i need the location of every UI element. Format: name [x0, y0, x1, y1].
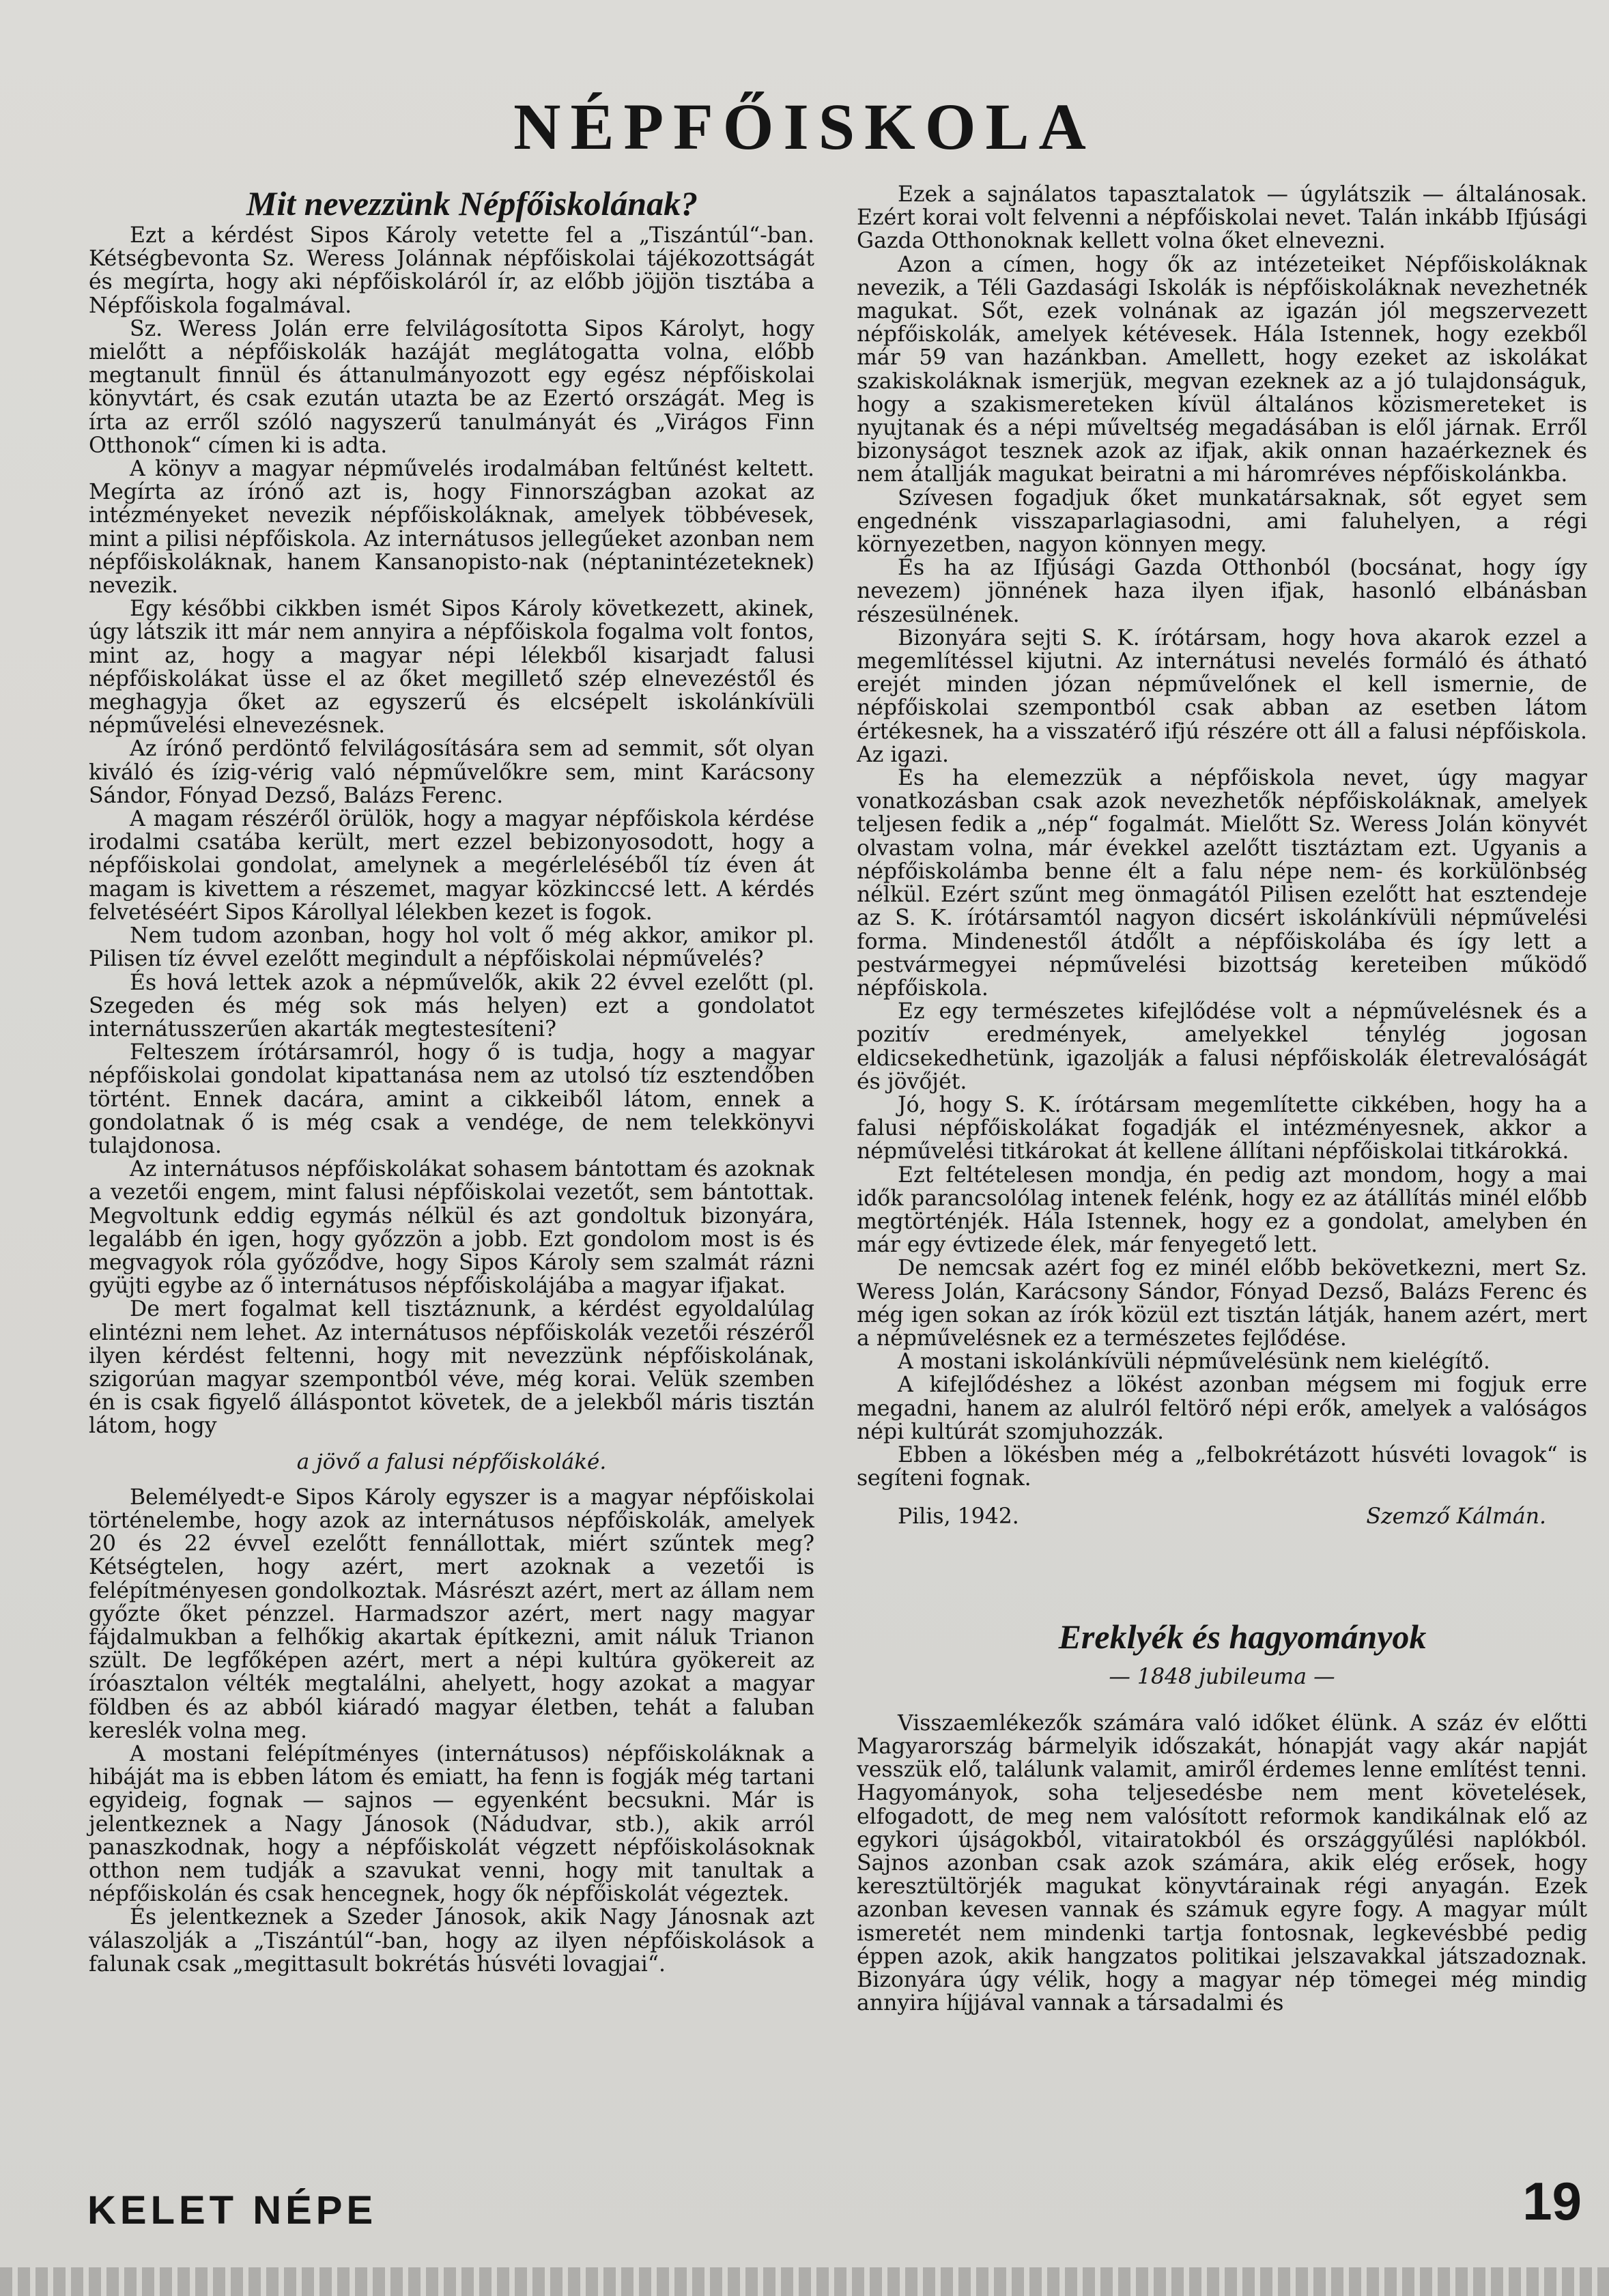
article1-paragraph: A könyv a magyar népművelés irodalmában feltűnést keltett. Megírta az írónő azt is, hogy Finnországban azokat az intézményeket nevezik népfőiskoláknak, amelyek többévesek, mint a pilisi népfőiskola. Az internátusos jellegűeket azonban nem népfőiskoláknak, hanem Kansanopisto-nak (néptanintézeteknek) nevezik. [89, 457, 814, 599]
article1-paragraph: A kifejlődéshez a lökést azonban mégsem mi fogjuk erre megadni, hanem az alulról feltörő népi erők, amelyek a valóságos népi kultúrát szomjuhozzák. [857, 1373, 1587, 1444]
article1-paragraph: Az internátusos népfőiskolákat sohasem bántottam és azoknak a vezetői engem, mint falusi népfőiskolai vezetőt, sem bántottak. Megvoltunk eddig egymás nélkül és azt gondoltuk bizonyára, legalább én igen, hogy győzzön a jobb. Ezt gondolom most is és megvagyok róla győződve, hogy Sipos Károly sem szalmát rázni gyüjti egybe az ő internátusos népfőiskolájába a magyar ifjakat. [89, 1157, 814, 1299]
article1-paragraph: De mert fogalmat kell tisztáznunk, a kérdést egyoldalúlag elintézni nem lehet. Az internátusos népfőiskolák vezetői részéről ilyen kérdést feltenni, hogy mit nevezzünk népfőiskolának, szigorúan magyar szempontból véve, még korai. Velük szemben én is csak figyelő álláspontot követek, de a jelekből máris tisztán látom, hogy [89, 1297, 814, 1439]
right-column [857, 183, 1587, 2015]
page-number: 19 [1522, 2171, 1582, 2231]
article2 [857, 1616, 1587, 2015]
article1-paragraph: És ha elemezzük a népfőiskola nevet, úgy magyar vonatkozásban csak azok nevezhetők népfőiskoláknak, amelyek teljesen fedik a „nép“ fogalmát. Mielőtt Sz. Weress Jolán könyvét olvastam volna, már évekkel azelőtt tisztáztam ezt. Ugyanis a népfőiskolámba benne élt a falu népe nem- és korkülönbség nélkül. Ezért szűnt meg önmagától Pilisen ezelőtt hat esztendeje az S. K. írótársamtól nagyon dicsért iskolánkívüli népművelési forma. Mindenestől átdőlt a népfőiskolába és így lett a pestvármegyei népművelési bizottság kereteiben működő népfőiskola. [857, 766, 1587, 1001]
article1-paragraph: A mostani felépítményes (internátusos) népfőiskoláknak a hibáját ma is ebben látom és emiatt, ha fenn is fogják még tartani egyideig, fognak — sajnos — egyenként becsukni. Már is jelentkeznek a Nagy Jánosok (Nádudvar, stb.), akik arról panaszkodnak, hogy a népfőiskolát végzett népfőiskolásoknak otthon nem tudják a szavukat venni, hogy mit tanultak a népfőiskolán és csak hencegnek, hogy ők népfőiskolát végeztek. [89, 1742, 814, 1907]
article1-signoff [857, 1505, 1587, 1528]
article2-paragraph: Visszaemlékezők számára való időket élünk. A száz év előtti Magyarország bármelyik időszakát, hónapját vagy akár napját vesszük elő, találunk valamit, amiről érdemes lenne említést tenni. Hagyományok, soha teljesedésbe nem ment követelések, elfogadott, de meg nem valósított reformok kandikálnak elő az egykori újságokból, vitairatokból és országgyűlési naplókból. Sajnos azonban csak azok számára, akik elég erősek, hogy keresztültörjék magukat könyvtárainak régi anyagán. Ezek azonban kevesen vannak és számuk egyre fogy. A magyar múlt ismeretét nem mindenki tartja fontosnak, legkevésbbé pedig éppen azok, akik hangzatos politikai jelszavakkal játszadoznak. Bizonyára úgy vélik, hogy a magyar nép tömegei még mindig annyira híjjával vannak a társadalmi és [857, 1710, 1587, 2016]
left-column [89, 183, 814, 1976]
author-name: Szemző Kálmán. [1366, 1504, 1546, 1530]
article1-title: Mit nevezzünk Népfőiskolának? [246, 184, 698, 223]
article1-paragraph: Az írónő perdöntő felvilágosítására sem ad semmit, sőt olyan kiváló és ízig-vérig való népművelőkre sem, mint Karácsony Sándor, Fónyad Dezső, Balázs Ferenc. [89, 736, 814, 808]
article1-centered-line: a jövő a falusi népfőiskoláké. [296, 1449, 607, 1474]
article1-paragraph: Szívesen fogadjuk őket munkatársaknak, sőt egyet sem engednénk visszaparlagiasodni, ami faluhelyen, a régi környezetben, nagyon könnyen megy. [857, 485, 1587, 558]
article1-paragraph: Ezek a sajnálatos tapasztalatok — úgylátszik — általánosak. Ezért korai volt felvenni a népfőiskolai nevet. Talán inkább Ifjúsági Gazda Otthonoknak kellett volna őket elnevezni. [857, 182, 1587, 254]
article1-paragraph: Jó, hogy S. K. írótársam megemlítette cikkében, hogy ha a falusi népfőiskolákat fogadják el intézményesnek, akkor a népművelési titkárokat át kellene állítani népfőiskolai titkárokká. [857, 1092, 1587, 1164]
article1-paragraph: És ha az Ifjúsági Gazda Otthonból (bocsánat, hogy így nevezem) jönnének haza ilyen ifjak, hasonló elbánásban részesülnének. [857, 556, 1587, 627]
article1-paragraph: Nem tudom azonban, hogy hol volt ő még akkor, amikor pl. Pilisen tíz évvel ezelőtt megindult a népfőiskolai népművelés? [89, 923, 814, 972]
article1-paragraph: Felteszem írótársamról, hogy ő is tudja, hogy a magyar népfőiskolai gondolat kipattanása nem az utolsó tíz esztendőben történt. Ennek dacára, amint a cikkeiből látom, ennek a gondolatnak ő is még csak a vendége, de nem telekkönyvi tulajdonosa. [89, 1040, 814, 1158]
article1-paragraph: Egy későbbi cikkben ismét Sipos Károly következett, akinek, úgy látszik itt már nem annyira a népfőiskola fogalma volt fontos, mint az, hogy a magyar népi lélekből kisarjadt falusi népfőiskolákat üsse el az őket megillető szép elnevezéstől és meghagyja őket az egyszerű és elcsépelt iskolánkívüli népművelési elnevezésnek. [89, 597, 814, 738]
article1-paragraph: Bizonyára sejti S. K. írótársam, hogy hova akarok ezzel a megemlítéssel kijutni. Az internátusi nevelés formáló és átható erejét minden józan népművelőnek el kell ismernie, de népfőiskolai szempontból csak abban az esetben látom értékesnek, ha a visszatérő ifjú részére ott áll a falusi népfőiskola. Az igazi. [857, 625, 1587, 767]
article1-paragraph: Azon a címen, hogy ők az intézeteiket Népfőiskoláknak nevezik, a Téli Gazdasági Iskolák is népfőiskoláknak nevezhetnék magukat. Sőt, ezek volnának az igazán jól megszervezett népfőiskolák, amelyek kétévesek. Hála Istennek, hogy ezekből már 59 van hazánkban. Amellett, hogy ezeket az iskolákat szakiskoláknak ismerjük, megvan ezeknek az a jó tulajdonságuk, hogy a szakismereteken kívül általános közismereteket is nyujtanak és a népi műveltség megadásában is elől járnak. Erről bizonyságot tesznek azok az ifjak, akik onnan hazaérkeznek és nem átallják magukat beiratni a mi háromréves népfőiskolánkba. [857, 252, 1587, 487]
article1-paragraph: Sz. Weress Jolán erre felvilágosította Sipos Károlyt, hogy mielőtt a népfőiskolák hazáját meglátogatta volna, előbb megtanult finnül és áttanulmányozott egy egész népfőiskolai könyvtárt, és csak ezután utazta be az Ezertó országát. Meg is írta az erről szóló nagyszerű tanulmányát és „Virágos Finn Otthonok“ címen ki is adta. [89, 316, 814, 458]
article1-paragraph: És jelentkeznek a Szeder Jánosok, akik Nagy Jánosnak azt válaszolják a „Tiszántúl“-ban, hogy az ilyen népfőiskolások a falunak csak „megittasult bokrétás húsvéti lovagjai“. [89, 1905, 814, 1977]
page-edge-divider [0, 2267, 1609, 2296]
article2-title: Ereklyék és hagyományok [1058, 1617, 1427, 1656]
article1-paragraph: De nemcsak azért fog ez minél előbb bekövetkezni, mert Sz. Weress Jolán, Karácsony Sándor, Fónyad Dezső, Balázs Ferenc és még igen sokan az írók közül ezt tisztán látják, hanem azért, mert a népművelésnek ez a természetes fejlődése. [857, 1256, 1587, 1351]
article1-paragraph: A mostani iskolánkívüli népművelésünk nem kielégítő. [898, 1349, 1490, 1375]
article1-paragraph: És hová lettek azok a népművelők, akik 22 évvel ezelőtt (pl. Szegeden és még sok más helyen) ezt a gondolatot internátusszerűen akarták megtestesíteni? [89, 970, 814, 1042]
masthead-title: NÉPFŐISKOLA [513, 90, 1096, 163]
article1-paragraph: Ebben a lökésben még a „felbokrétázott húsvéti lovagok“ is segíteni fognak. [857, 1442, 1587, 1491]
article1-paragraph: A magam részéről örülök, hogy a magyar népfőiskola kérdése irodalmi csatába került, mert ezzel bebizonyosodott, hogy a népfőiskolai gondolat, amelynek a megérleléséből tíz éven át magam is kivettem a részemet, magyar közkinccsé lett. A kérdés felvetéséért Sipos Károllyal lélekben kezet is fogok. [89, 807, 814, 925]
article1-paragraph: Ezt feltételesen mondja, én pedig azt mondom, hogy a mai idők parancsolólag intenek felénk, hogy ez az átállítás minél előbb megtörténjék. Hála Istennek, hogy ez a gondolat, amelyben én már egy évtizede élek, már fenyegető lett. [857, 1162, 1587, 1258]
place-date: Pilis, 1942. [898, 1504, 1019, 1530]
article1-paragraph: Ez egy természetes kifejlődése volt a népművelésnek és a pozitív eredmények, amelyekkel ténylég jogosan eldicsekedhetünk, igazolják a falusi népfőiskolák életrevalóságát és jövőjét. [857, 999, 1587, 1094]
article1-paragraph: Ezt a kérdést Sipos Károly vetette fel a „Tiszántúl“-ban. Kétségbevonta Sz. Weress Jolánnak népfőiskolai tájékozottságát és megírta, hogy aki népfőiskoláról ír, az előbb jöjjön tisztába a Népfőiskola fogalmával. [89, 223, 814, 318]
publication-name: KELET NÉPE [87, 2188, 378, 2233]
article2-subtitle: — 1848 jubileuma — [1109, 1664, 1335, 1689]
article1-paragraph: Belemélyedt-e Sipos Károly egyszer is a magyar népfőiskolai történelembe, hogy azok az internátusos népfőiskolák, amelyek 20 és 22 évvel ezelőtt fennállottak, miért szűntek meg? Kétségtelen, hogy azért, mert azoknak a vezetői is felépítményesen gondolkoztak. Másrészt azért, mert az állam nem győzte őket pénzzel. Harmadszor azért, mert nagy magyar fájdalmukban a felhőkig akartak építkezni, amit náluk Trianon szült. De legfőképen azért, mert a népi kultúra gyökereit az íróasztalon vélték megtalálni, ahelyett, hogy azokat a magyar földben és az abból kiáradó magyar életben, tehát a faluban kereslék volna meg. [89, 1484, 814, 1743]
